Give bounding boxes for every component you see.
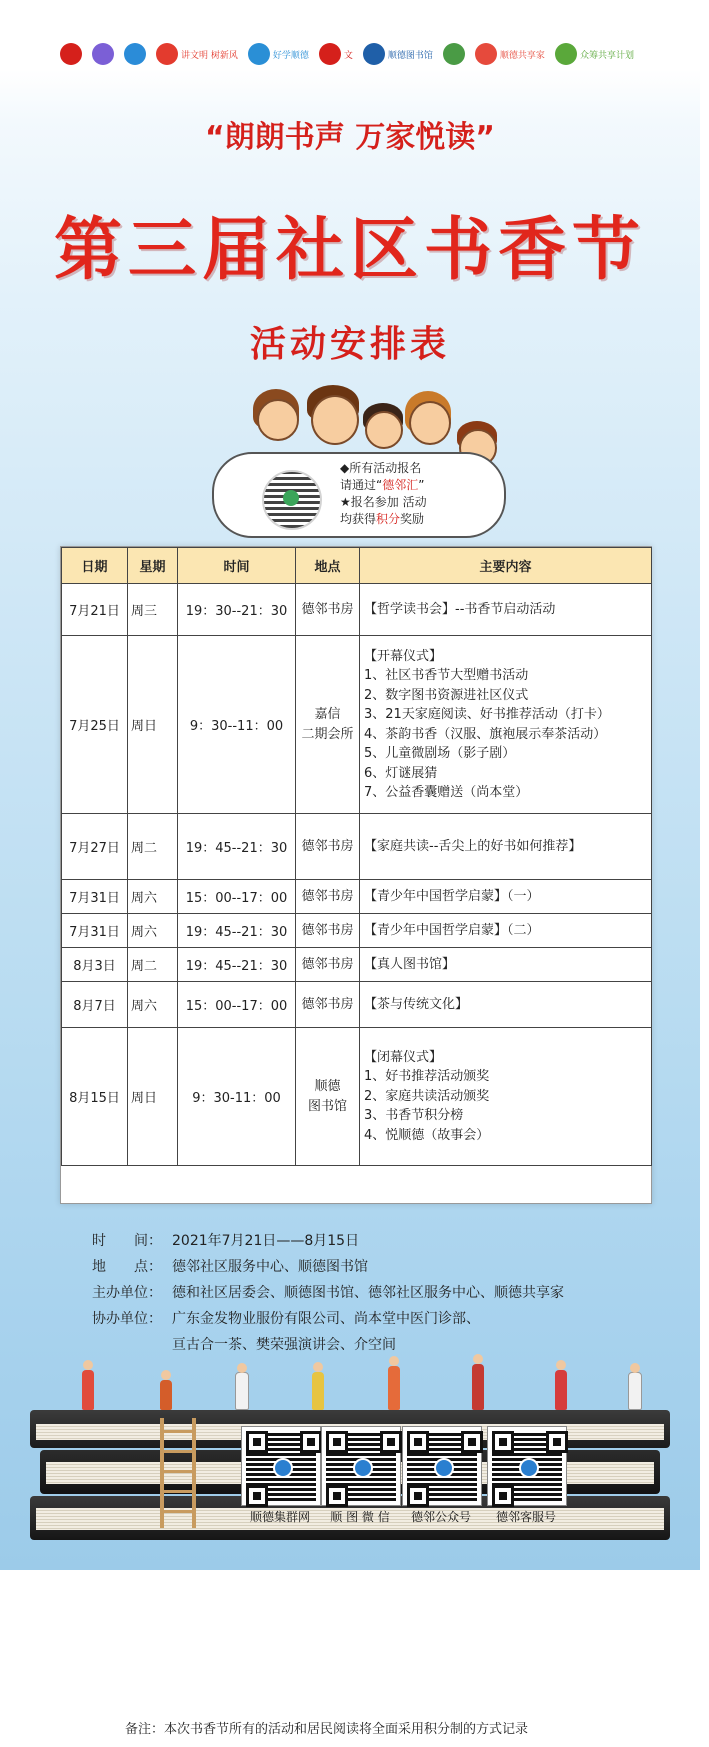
content-line: 3、21天家庭阅读、好书推荐活动（打卡）: [364, 707, 610, 722]
column-header-time: 时间: [178, 548, 296, 584]
content-line: 7、公益香囊赠送（尚本堂）: [364, 785, 529, 800]
content-line: 4、茶韵书香（汉服、旗袍展示奉茶活动）: [364, 726, 607, 742]
sponsor-logo: [555, 43, 634, 65]
cell-weekday: 周二: [128, 814, 178, 880]
cell-time: 19：45--21：30: [178, 814, 296, 880]
cell-weekday: 周日: [128, 636, 178, 814]
column-header-weekday: 星期: [128, 548, 178, 584]
cell-place: 顺德 图书馆: [296, 1028, 360, 1166]
page-title: 第三届社区书香节: [53, 210, 646, 290]
sponsor-logo: [363, 43, 433, 65]
info-value: 德邻社区服务中心、顺德图书馆: [172, 1259, 368, 1275]
cell-content: [360, 914, 652, 948]
cell-weekday: 周日: [128, 1028, 178, 1166]
cell-content: [360, 814, 652, 880]
slogan: “朗朗书声 万家悦读”: [205, 120, 495, 155]
sponsor-logo-label: 文: [343, 50, 353, 61]
content-line: 5、儿童微剧场（影子剧）: [364, 746, 516, 761]
content-line: 2、家庭共读活动颁奖: [364, 1088, 490, 1104]
content-line: 4、悦顺德（故事会）: [364, 1127, 490, 1143]
org-logo-icon: [60, 43, 82, 65]
content-line: 【闭幕仪式】: [364, 1049, 443, 1065]
notice-line: 请通过“德邻汇”: [340, 478, 425, 492]
flower-logo-icon: [92, 43, 114, 65]
table-note: 备注：本次书香节所有的活动和居民阅读将全面采用积分制的方式记录: [125, 1722, 529, 1737]
info-value: 广东金发物业服份有限公司、尚本堂中医门诊部、: [172, 1311, 480, 1327]
cell-time: 19：45--21：30: [178, 914, 296, 948]
plan-logo-icon: [555, 43, 577, 65]
info-row: [92, 1254, 564, 1280]
table-row: [62, 948, 652, 982]
library-logo-icon: [363, 43, 385, 65]
cell-weekday: 周六: [128, 982, 178, 1028]
sponsor-logo: [475, 43, 545, 65]
people-on-books-illustration: [60, 1350, 660, 1410]
table-header-row: [62, 548, 652, 584]
civility-logo-icon: [156, 43, 178, 65]
cell-place: 德邻书房: [296, 814, 360, 880]
event-info: [92, 1228, 564, 1358]
qr-caption: 顺 图 微 信: [330, 1510, 390, 1524]
content-line: 【青少年中国哲学启蒙】（二）: [364, 922, 540, 938]
qr-code-card[interactable]: [321, 1426, 401, 1506]
cell-weekday: 周六: [128, 914, 178, 948]
cell-place: 德邻书房: [296, 584, 360, 636]
sponsor-logo: [124, 43, 146, 65]
cell-time: 15：00--17：00: [178, 982, 296, 1028]
table-row: [62, 982, 652, 1028]
cell-place: 德邻书房: [296, 982, 360, 1028]
content-line: 2、数字图书资源进社区仪式: [364, 687, 529, 703]
qr-code-card[interactable]: [241, 1426, 321, 1506]
info-value: 德和社区居委会、顺德图书馆、德邻社区服务中心、顺德共享家: [172, 1285, 564, 1301]
cell-date: 7月27日: [62, 814, 128, 880]
cell-date: 8月15日: [62, 1028, 128, 1166]
cell-date: 7月21日: [62, 584, 128, 636]
cell-weekday: 周三: [128, 584, 178, 636]
info-row: [92, 1280, 564, 1306]
content-line: 1、社区书香节大型赠书活动: [364, 668, 529, 683]
table-row: [62, 814, 652, 880]
cell-date: 7月31日: [62, 914, 128, 948]
sponsor-logo: [248, 43, 309, 65]
qr-code-card[interactable]: [402, 1426, 482, 1506]
mini-program-logo-icon: [283, 490, 299, 506]
cell-content: [360, 948, 652, 982]
ladder-illustration: [160, 1418, 196, 1528]
page-subtitle: 活动安排表: [249, 324, 450, 365]
sponsor-logo: [92, 43, 114, 65]
info-row: [92, 1228, 564, 1254]
qr-code-icon[interactable]: [246, 1431, 316, 1501]
cell-date: 8月3日: [62, 948, 128, 982]
content-line: 【哲学读书会】--书香节启动活动: [364, 601, 556, 617]
content-line: 【茶与传统文化】: [364, 996, 469, 1012]
info-value: 2021年7月21日——8月15日: [172, 1233, 360, 1249]
content-line: 【真人图书馆】: [364, 956, 456, 972]
cell-content: [360, 636, 652, 814]
cell-place: 嘉信 二期会所: [296, 636, 360, 814]
info-label: 地 点：: [92, 1259, 162, 1275]
cell-time: 15：00--17：00: [178, 880, 296, 914]
table-row: [62, 584, 652, 636]
column-header-place: 地点: [296, 548, 360, 584]
notice-line: ★报名参加 活动: [340, 495, 427, 509]
column-header-date: 日期: [62, 548, 128, 584]
qr-logo-icon: [353, 1458, 373, 1478]
cell-weekday: 周二: [128, 948, 178, 982]
culture-logo-icon: [319, 43, 341, 65]
qr-caption: 德邻公众号: [410, 1510, 471, 1524]
shared-home-logo-icon: [475, 43, 497, 65]
cell-content: [360, 982, 652, 1028]
cell-time: 19：30--21：30: [178, 584, 296, 636]
sponsor-logo-label: 顺德图书馆: [387, 50, 433, 61]
qr-caption: 德邻客服号: [495, 1510, 556, 1524]
column-header-content: 主要内容: [360, 548, 652, 584]
content-line: 6、灯谜展猜: [364, 765, 438, 781]
sponsor-logo-label: 好学顺德: [272, 50, 309, 61]
qr-code-icon[interactable]: [407, 1431, 477, 1501]
good-learning-logo-icon: [248, 43, 270, 65]
qr-caption: 顺德集群网: [249, 1510, 310, 1524]
qr-code-icon[interactable]: [492, 1431, 562, 1501]
content-line: 1、好书推荐活动颁奖: [364, 1069, 490, 1085]
info-row: [92, 1306, 564, 1332]
registration-notice: [340, 460, 500, 528]
notice-line: 均获得积分奖励: [340, 512, 425, 526]
cell-content: [360, 880, 652, 914]
info-label: 协办单位：: [92, 1311, 162, 1327]
cell-time: 9：30--11：00: [178, 636, 296, 814]
qr-code-card[interactable]: [487, 1426, 567, 1506]
table-row: [62, 636, 652, 814]
sponsor-logos: [60, 34, 660, 74]
cell-date: 8月7日: [62, 982, 128, 1028]
cell-place: 德邻书房: [296, 948, 360, 982]
cell-time: 19：45--21：30: [178, 948, 296, 982]
cell-date: 7月25日: [62, 636, 128, 814]
sponsor-logo-label: 讲文明 树新风: [181, 50, 238, 61]
sponsor-logo: [60, 43, 82, 65]
content-line: 【家庭共读--舌尖上的好书如何推荐】: [364, 838, 582, 854]
sponsor-logo: [319, 43, 353, 65]
content-line: 【青少年中国哲学启蒙】（一）: [364, 888, 540, 904]
sponsor-logo-label: 顺德共享家: [499, 50, 545, 61]
table-row: [62, 880, 652, 914]
cell-weekday: 周六: [128, 880, 178, 914]
sponsor-logo-label: 众筹共享计划: [579, 50, 634, 61]
notice-line: ◆所有活动报名: [340, 461, 422, 475]
committee-logo-icon: [124, 43, 146, 65]
cell-date: 7月31日: [62, 880, 128, 914]
cell-content: [360, 1028, 652, 1166]
qr-code-icon[interactable]: [326, 1431, 396, 1501]
cell-place: 德邻书房: [296, 914, 360, 948]
cell-time: 9：30-11：00: [178, 1028, 296, 1166]
sponsor-logo: [443, 43, 465, 65]
cell-content: [360, 584, 652, 636]
content-line: 3、书香节积分榜: [364, 1108, 464, 1124]
info-label: 主办单位：: [92, 1285, 162, 1301]
table-row: [62, 914, 652, 948]
qr-logo-icon: [519, 1458, 539, 1478]
qr-logo-icon: [273, 1458, 293, 1478]
info-label: 时 间：: [92, 1233, 162, 1249]
content-line: 【开幕仪式】: [364, 648, 443, 664]
cell-place: 德邻书房: [296, 880, 360, 914]
qr-logo-icon: [434, 1458, 454, 1478]
sponsor-logo: [156, 43, 238, 65]
info-value: 亘古合一茶、樊荣强演讲会、介空间: [172, 1337, 396, 1353]
table-row: [62, 1028, 652, 1166]
building-logo-icon: [443, 43, 465, 65]
